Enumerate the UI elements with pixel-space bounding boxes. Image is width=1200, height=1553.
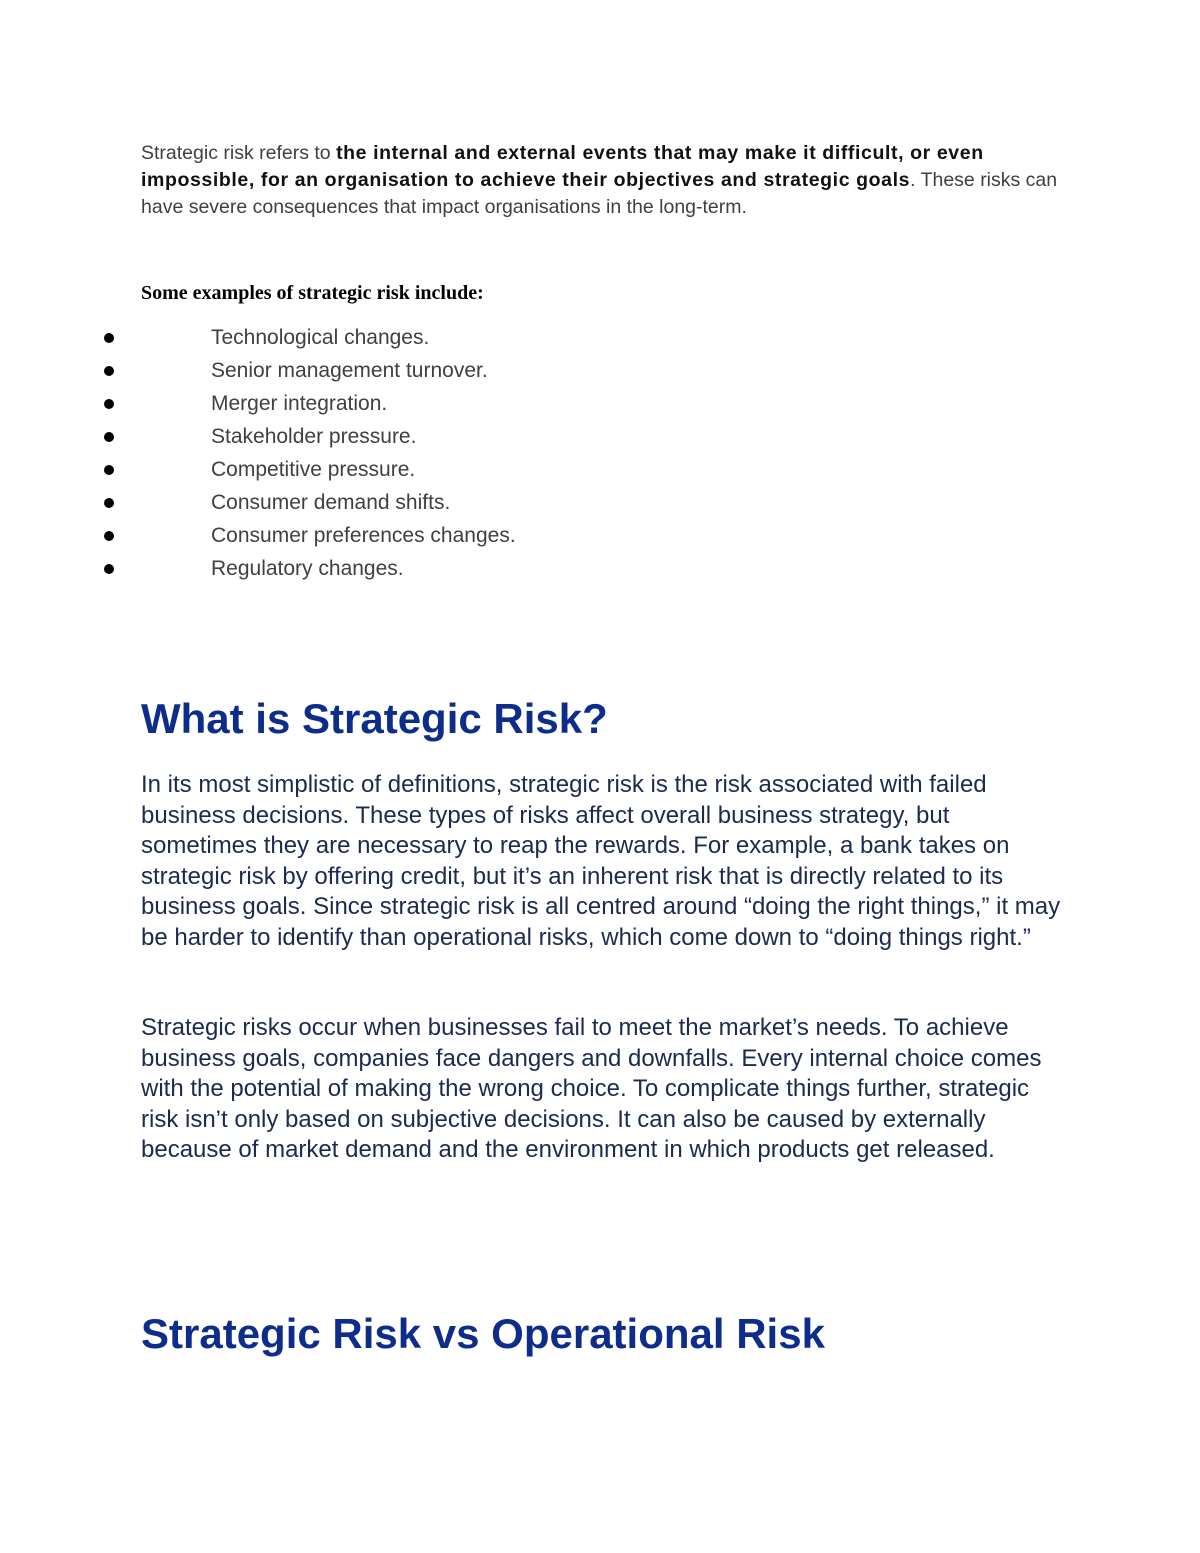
list-item-text: Stakeholder pressure. <box>211 425 417 448</box>
bullet-icon <box>104 432 114 442</box>
bullet-icon <box>104 465 114 475</box>
bullet-icon <box>104 366 114 376</box>
bullet-icon <box>104 399 114 409</box>
section1-paragraph-1: In its most simplistic of definitions, strategic risk is the risk associated with failed business decisions. These types of risks affect overall business strategy, but sometimes they are necessary to reap the rewards. For example, a bank takes on strategic risk by offering credit, but it’s an inherent risk that is directly related to its business goals. Since strategic risk is all centred around “doing the right things,” it may be harder to identify than operational risks, which come down to “doing things right.” <box>141 771 1061 951</box>
intro-bold-definition: the internal and external events that may make it difficult, or even impossible, for an organisation to achieve their objectives and strategic goals <box>141 142 984 191</box>
intro-paragraph <box>141 140 1061 221</box>
bullet-icon <box>104 531 114 541</box>
bullet-icon <box>104 498 114 508</box>
list-item-text: Regulatory changes. <box>211 557 404 580</box>
section-heading-strategic-vs-operational: Strategic Risk vs Operational Risk <box>141 1310 825 1357</box>
list-item-text: Competitive pressure. <box>211 458 416 481</box>
bullet-icon <box>104 564 114 574</box>
list-item-text: Consumer demand shifts. <box>211 491 451 514</box>
intro-lead: Strategic risk refers to <box>141 142 337 164</box>
list-item-text: Merger integration. <box>211 392 388 415</box>
section-heading-what-is-strategic-risk: What is Strategic Risk? <box>141 695 608 742</box>
list-item-text: Technological changes. <box>211 326 430 349</box>
section1-paragraph-2: Strategic risks occur when businesses fail to meet the market’s needs. To achieve business goals, companies face dangers and downfalls. Every internal choice comes with the potential of making the wrong choice. To complicate things further, strategic risk isn’t only based on subjective decisions. It can also be caused by externally because of market demand and the environment in which products get released. <box>141 1014 1042 1164</box>
list-item-text: Senior management turnover. <box>211 359 488 382</box>
intro-tail: . These risks can have severe consequences that impact organisations in the long-term. <box>141 169 1058 218</box>
bullet-icon <box>104 333 114 343</box>
list-item-text: Consumer preferences changes. <box>211 524 516 547</box>
examples-heading: Some examples of strategic risk include: <box>141 282 484 304</box>
